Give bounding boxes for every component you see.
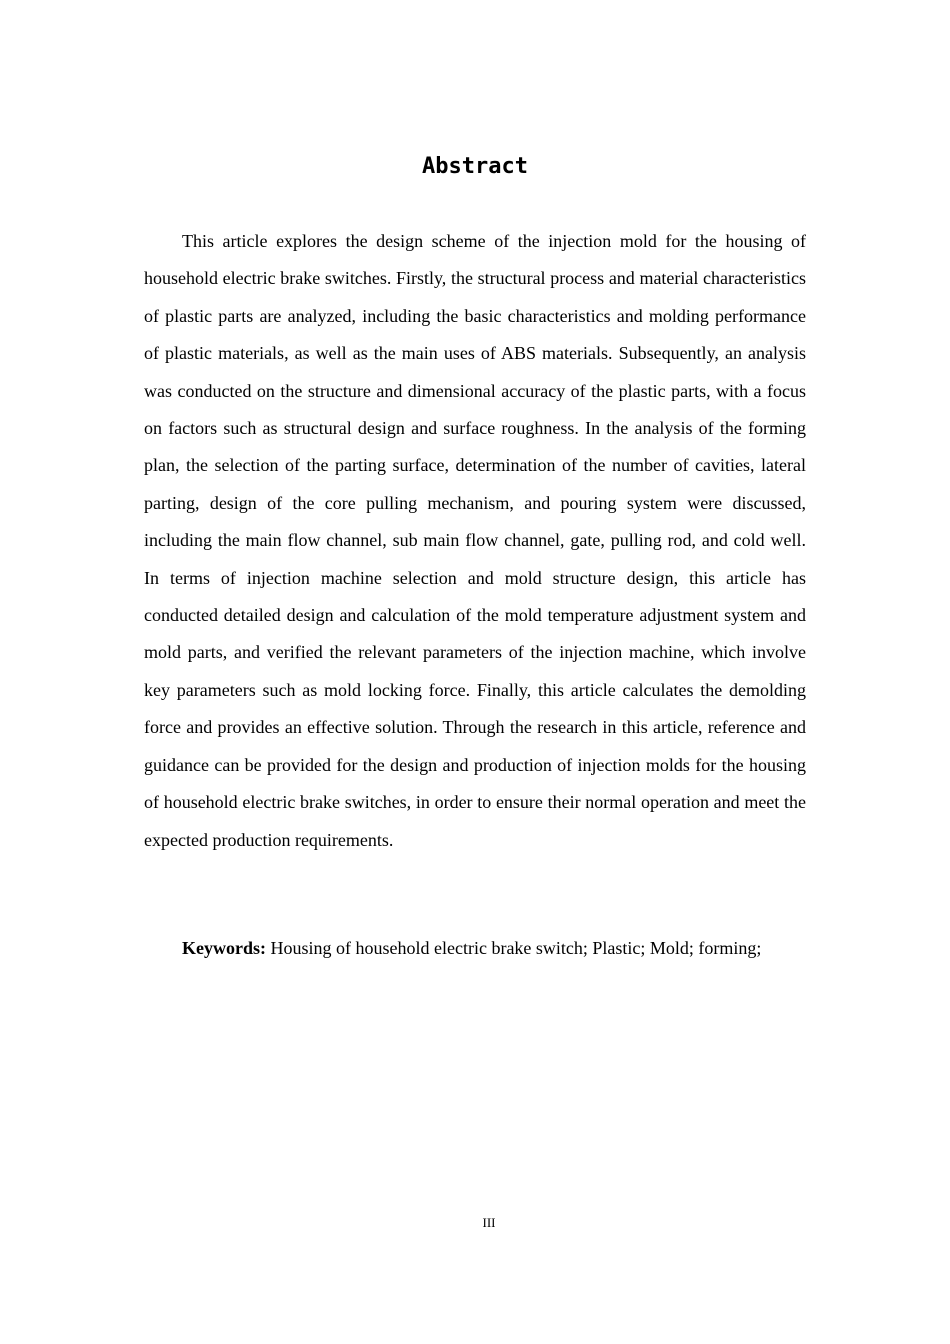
abstract-body: This article explores the design scheme of the injection mold for the housing of household electric brake switches. Firstly, the structural process and material characteristics of plastic parts are analyzed, including the basic characteristics and molding performance of plastic materials, as well as the main uses of ABS materials. Subsequently, an analysis was conducted on the structure and dimensional accuracy of the plastic parts, with a focus on factors such as structural design and surface roughness. In the analysis of the forming plan, the selection of the parting surface, determination of the number of cavities, lateral parting, design of the core pulling mechanism, and pouring system were discussed, including the main flow channel, sub main flow channel, gate, pulling rod, and cold well. In terms of injection machine selection and mold structure design, this article has conducted detailed design and calculation of the mold temperature adjustment system and mold parts, and verified the relevant parameters of the injection machine, which involve key parameters such as mold locking force. Finally, this article calculates the demolding force and provides an effective solution. Through the research in this article, reference and guidance can be provided for the design and production of injection molds for the housing of household electric brake switches, in order to ensure their normal operation and meet the expected production requirements.	[144, 231, 806, 850]
keywords-label: Keywords:	[182, 938, 266, 958]
keywords-text: Housing of household electric brake switch; Plastic; Mold; forming;	[266, 938, 762, 958]
keywords-line	[144, 930, 806, 967]
abstract-title: Abstract	[422, 154, 528, 179]
page-number: III	[482, 1215, 496, 1230]
